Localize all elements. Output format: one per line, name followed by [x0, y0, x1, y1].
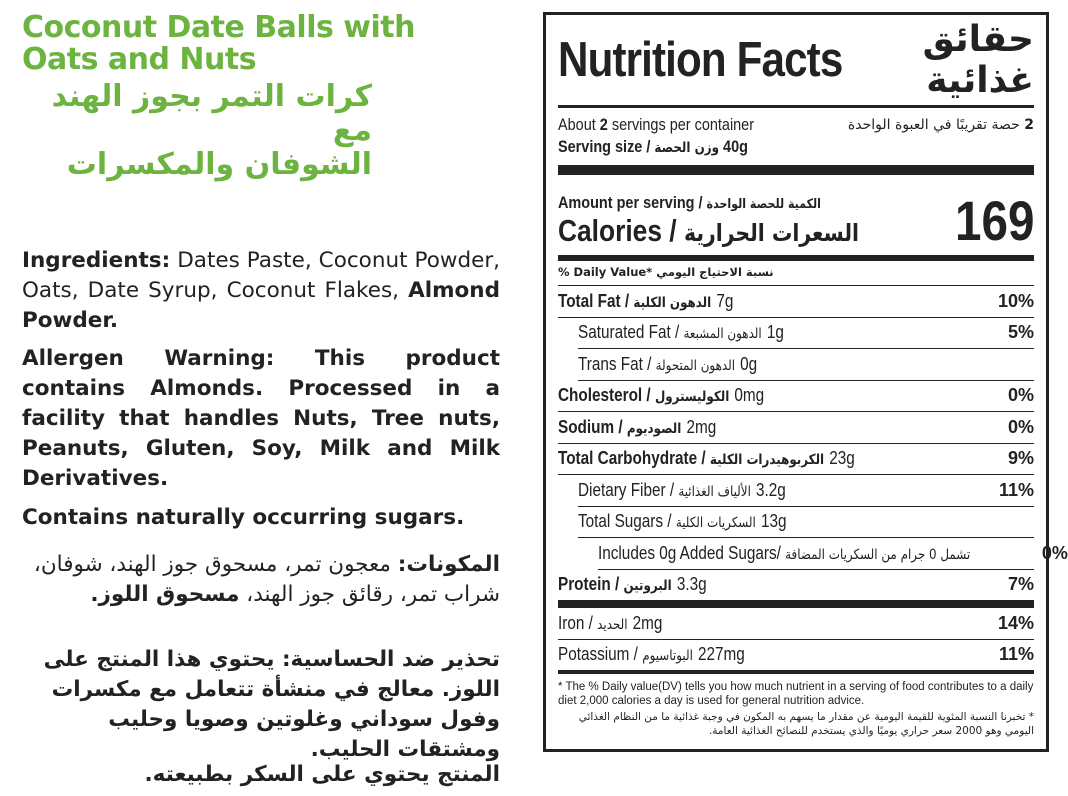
ingredients-en-text: Dates Paste, Coconut Powder, Oats, Date Syrup, Coconut Flakes,	[22, 248, 500, 303]
nutrient-row	[578, 318, 1034, 350]
nutrient-daily-value: 7%	[1007, 574, 1034, 595]
nutrient-quantity: 1g	[766, 322, 784, 343]
nutrient-quantity: 3.2g	[756, 479, 786, 500]
product-title-block	[22, 12, 500, 182]
servings-en-post: servings per container	[611, 115, 755, 134]
servings-ar-num: 2	[1024, 117, 1034, 133]
product-title-en-line2: Oats and Nuts	[22, 42, 257, 77]
calories-label-ar: السعرات الحرارية	[683, 219, 859, 247]
nutrient-name-ar: البروتين	[623, 578, 672, 595]
allergen-warning-en: Allergen Warning: This product contains Almonds. Processed in a facility that handles Nuts, Tree nuts, Peanuts, Gluten, Soy, Milk and Milk Derivatives.	[22, 346, 500, 491]
servings-en-pre: About	[558, 115, 596, 134]
nutrient-daily-value: 11%	[998, 479, 1034, 500]
nutrient-quantity: 0g	[740, 353, 758, 374]
nutrient-name-ar: الألياف الغذائية	[678, 483, 751, 500]
serving-size-en: Serving size /	[558, 137, 651, 156]
nutrient-name-en: Protein /	[558, 574, 620, 595]
ingredients-ar-bold-end: مسحوق اللوز.	[90, 582, 240, 607]
nutrient-quantity: 2mg	[632, 612, 663, 633]
natural-sugars-note-ar: المنتج يحتوي على السكر بطبيعته.	[144, 762, 500, 787]
nutrient-daily-value: 10%	[997, 290, 1034, 311]
product-title-ar-line1: كرات التمر بجوز الهند مع	[51, 79, 372, 148]
ingredients-ar-label: المكونات:	[397, 552, 500, 577]
nutrient-name-en: Cholesterol /	[558, 385, 651, 406]
nutrient-daily-value: 9%	[1007, 448, 1034, 469]
nutrient-row	[558, 444, 1034, 476]
nutrient-row	[578, 349, 1034, 381]
serving-size-ar: وزن الحصة	[654, 140, 720, 156]
nutrient-name-en: Saturated Fat /	[578, 322, 680, 343]
nutrient-daily-value: 0%	[1041, 542, 1068, 563]
calories-label-en: Calories /	[558, 213, 677, 248]
servings-per-container	[558, 114, 1034, 136]
nutrient-name-en: Includes 0g Added Sugars/	[598, 542, 781, 563]
nutrient-row	[558, 381, 1034, 413]
nutrition-title-ar: حقائق غذائية	[922, 19, 1034, 101]
nutrient-row	[598, 538, 1068, 570]
nutrient-name-ar: السكريات الكلية	[675, 515, 756, 532]
nutrient-name-ar: البوتاسيوم	[642, 648, 693, 665]
nutrient-daily-value: 0%	[1007, 416, 1034, 437]
nutrient-daily-value: 5%	[1007, 322, 1034, 343]
nutrient-row	[558, 570, 1034, 609]
natural-sugars-note-en: Contains naturally occurring sugars.	[22, 505, 465, 530]
nutrient-quantity: 23g	[829, 448, 855, 469]
nutrient-name-en: Total Carbohydrate /	[558, 448, 706, 469]
nutrient-name-en: Potassium /	[558, 644, 638, 665]
nutrient-name-ar: الدهون المشبعة	[683, 326, 762, 343]
nutrient-name-en: Iron /	[558, 612, 593, 633]
nutrient-daily-value: 11%	[998, 644, 1034, 665]
nutrient-row	[558, 640, 1034, 675]
ingredients-en	[22, 246, 500, 336]
amount-per-serving-ar: الكمية للحصة الواحدة	[706, 197, 821, 212]
nutrient-name-ar: الدهون الكلية	[633, 294, 712, 311]
serving-size	[558, 136, 1034, 159]
nutrient-quantity: 0mg	[734, 385, 765, 406]
nutrient-name-ar: الدهون المتحولة	[655, 357, 736, 374]
nutrient-row	[578, 475, 1034, 507]
nutrient-row	[558, 286, 1034, 318]
nutrient-name-en: Total Fat /	[558, 290, 630, 311]
calories-label	[558, 213, 912, 249]
daily-value-en: % Daily Value*	[558, 265, 653, 279]
nutrient-name-ar: الصوديوم	[626, 420, 682, 437]
daily-value-header	[558, 261, 1034, 286]
nutrient-quantity: 7g	[716, 290, 734, 311]
footnote-en: * The % Daily value(DV) tells you how much nutrient in a serving of food contributes to a daily diet 2,000 calories a day is used for general nutrition advice.	[558, 681, 1034, 707]
footnote-ar: * تخبرنا النسبة المئوية للقيمة اليومية عن مقدار ما يسهم به المكون في وجبة غذائية ما من النظام الغذائي اليومي وهو 2000 سعر حراري يوميًا والذي يستخدم للنصائح الغذائية العامة.	[578, 711, 1034, 737]
nutrient-name-ar: الكربوهيدرات الكلية	[709, 452, 825, 469]
nutrition-title-en: Nutrition Facts	[558, 33, 843, 87]
ingredients-ar-text: معجون تمر، مسحوق جوز الهند، شوفان، شراب تمر، رقائق جوز الهند،	[33, 552, 500, 607]
ingredients-en-label: Ingredients:	[22, 248, 171, 273]
nutrition-facts-panel	[543, 12, 1068, 752]
servings-count: 2	[599, 115, 608, 134]
amount-per-serving	[558, 193, 912, 213]
nutrient-quantity: 3.3g	[676, 574, 707, 595]
product-title-en-line1: Coconut Date Balls with	[22, 10, 415, 45]
nutrition-header	[558, 15, 1034, 108]
nutrient-name-ar: الحديد	[597, 616, 628, 633]
nutrient-name-en: Total Sugars /	[578, 511, 672, 532]
product-title-ar-line2: الشوفان والمكسرات	[66, 147, 372, 182]
nutrient-quantity: 13g	[760, 511, 787, 532]
nutrient-quantity: 2mg	[686, 416, 717, 437]
nutrient-row	[558, 608, 1034, 640]
serving-size-value: 40g	[723, 137, 748, 156]
amount-per-serving-en: Amount per serving /	[558, 193, 703, 212]
servings-ar-text: حصة تقريبًا في العبوة الواحدة	[847, 117, 1020, 133]
allergen-warning-ar: تحذير ضد الحساسية: يحتوي هذا المنتج على اللوز. معالج في منشأة تتعامل مع مكسرات وفول سوداني وغلوتين وصويا وحليب ومشتقات الحليب.	[43, 647, 500, 762]
ingredients-ar	[22, 550, 500, 610]
servings-block	[558, 108, 1034, 175]
nutrient-name-ar: تشمل 0 جرام من السكريات المضافة	[785, 546, 971, 563]
nutrient-name-en: Sodium /	[558, 416, 623, 437]
nutrient-daily-value: 0%	[1007, 385, 1034, 406]
calories-block	[558, 175, 1034, 261]
nutrient-quantity: 227mg	[697, 644, 745, 665]
servings-ar	[848, 114, 1034, 136]
nutrient-row	[578, 507, 1034, 539]
nutrient-rows	[558, 286, 1068, 674]
calories-value: 169	[954, 189, 1034, 252]
ingredients-en-bold-end: Almond Powder.	[22, 278, 500, 333]
nutrient-row	[558, 412, 1034, 444]
nutrient-name-ar: الكوليسترول	[654, 389, 730, 406]
nutrient-daily-value: 14%	[997, 612, 1034, 633]
daily-value-ar: نسبة الاحتياج اليومي	[656, 265, 774, 279]
nutrient-name-en: Dietary Fiber /	[578, 479, 675, 500]
nutrient-name-en: Trans Fat /	[578, 353, 652, 374]
